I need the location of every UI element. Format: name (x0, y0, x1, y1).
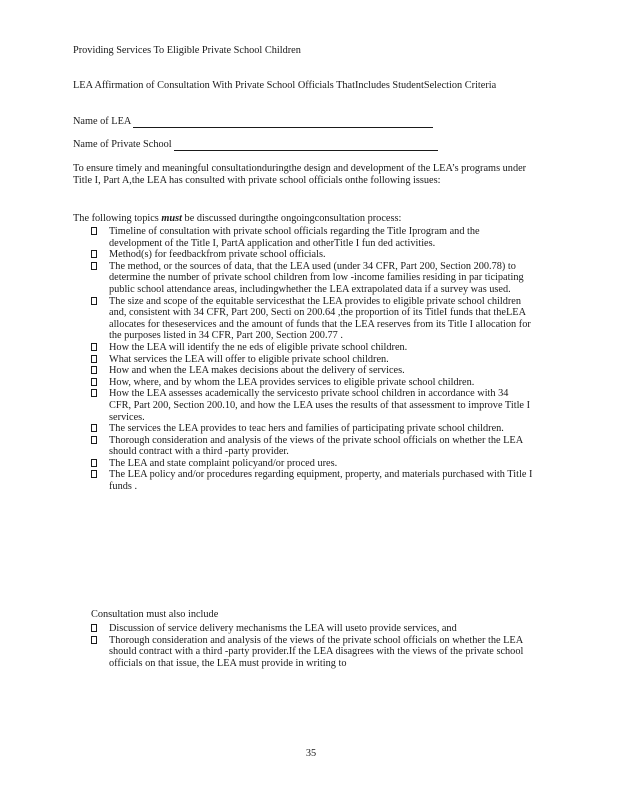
topics-lead-after: be discussed duringthe ongoingconsultation process: (181, 213, 402, 224)
checkbox-bullet-icon (91, 636, 97, 644)
topics-lead (73, 213, 535, 225)
list-item (91, 226, 533, 249)
list-item-text: Thorough consideration and analysis of the views of the private school officials on whether the LEA should contract with a third -party provider. (109, 434, 523, 458)
checkbox-bullet-icon (91, 343, 97, 351)
checkbox-bullet-icon (91, 366, 97, 374)
checkbox-bullet-icon (91, 389, 97, 397)
list-item (91, 469, 533, 492)
checkbox-bullet-icon (91, 459, 97, 467)
list-item (91, 423, 533, 435)
list-item (91, 388, 533, 423)
list-item (91, 458, 533, 470)
lea-name-blank (133, 117, 433, 128)
private-school-label: Name of Private School (73, 139, 172, 150)
list-item-text: How and when the LEA makes decisions about the delivery of services. (109, 365, 405, 377)
list-item (91, 635, 533, 670)
affirmation-title: LEA Affirmation of Consultation With Private School Officials ThatIncludes StudentSelection Criteria (73, 80, 497, 91)
list-item (91, 377, 533, 389)
checkbox-bullet-icon (91, 424, 97, 432)
list-item (91, 365, 533, 377)
list-item-text: Method(s) for feedbackfrom private school officials. (109, 249, 326, 261)
checkbox-bullet-icon (91, 262, 97, 270)
list-item (91, 261, 533, 296)
lea-name-label: Name of LEA (73, 116, 132, 127)
list-item-text: The LEA and state complaint policyand/or proced ures. (109, 457, 338, 469)
checkbox-bullet-icon (91, 624, 97, 632)
consultation-list (91, 623, 533, 669)
list-item (91, 342, 533, 354)
checkbox-bullet-icon (91, 297, 97, 305)
page-number: 35 (305, 748, 317, 759)
list-item (91, 354, 533, 366)
list-item (91, 249, 533, 261)
list-item-text: The size and scope of the equitable servicesthat the LEA provides to eligible private school children and, consistent with 34 CFR, Part 200, Secti on 200.64 ,the proportion of its TitleI funds that theLEA allocates for theseservices and the amount of funds that the LEA reserves from its Title I allocation for the purposes listed in 34 CFR, Part 200, Section 200.77 . (109, 295, 531, 342)
page-header: Providing Services To Eligible Private School Children (73, 45, 301, 56)
checkbox-bullet-icon (91, 355, 97, 363)
list-item-text: What services the LEA will offer to eligible private school children. (109, 353, 389, 365)
topics-list (91, 226, 533, 493)
list-item-text: The services the LEA provides to teac hers and families of participating private school children. (109, 423, 504, 435)
list-item-text: Thorough consideration and analysis of the views of the private school officials on whether the LEA should contract with a third -party provider.If the LEA disagrees with the views of the private school officials on that issue, the LEA must provide in writing to (109, 634, 524, 669)
list-item (91, 296, 533, 342)
checkbox-bullet-icon (91, 250, 97, 258)
list-item-text: How the LEA will identify the ne eds of eligible private school children. (109, 341, 408, 353)
list-item (91, 623, 533, 635)
topics-lead-emphasis: must (161, 213, 182, 224)
checkbox-bullet-icon (91, 227, 97, 235)
checkbox-bullet-icon (91, 436, 97, 444)
list-item-text: The method, or the sources of data, that the LEA used (under 34 CFR, Part 200, Section 200.78) to determine the number of private school children from low -income families residing in par ticipating public school attendance areas, includingwhether the LEA extrapolated data if a survey was used. (109, 260, 524, 295)
private-school-field (73, 139, 438, 151)
list-item-text: The LEA policy and/or procedures regarding equipment, property, and materials purchased with Title I funds . (109, 469, 533, 493)
consultation-lead: Consultation must also include (91, 609, 219, 620)
list-item-text: Timeline of consultation with private school officials regarding the Title Iprogram and the development of the Title I, PartA application and otherTitle I fun ded activities. (109, 226, 480, 249)
lea-name-field (73, 116, 433, 128)
topics-lead-before: The following topics (73, 213, 162, 224)
list-item-text: How, where, and by whom the LEA provides services to eligible private school children. (109, 376, 475, 388)
list-item (91, 435, 533, 458)
checkbox-bullet-icon (91, 470, 97, 478)
checkbox-bullet-icon (91, 378, 97, 386)
intro-paragraph: To ensure timely and meaningful consultationduringthe design and development of the LEA’s programs under Title I, Part A,the LEA has consulted with private school officials onthe following issues: (73, 163, 527, 186)
list-item-text: How the LEA assesses academically the servicesto private school children in accordance with 34 CFR, Part 200, Section 200.10, and how the LEA uses the results of that assessment to improve Title I services. (109, 388, 531, 423)
list-item-text: Discussion of service delivery mechanisms the LEA will useto provide services, and (109, 623, 457, 634)
private-school-blank (174, 140, 438, 151)
